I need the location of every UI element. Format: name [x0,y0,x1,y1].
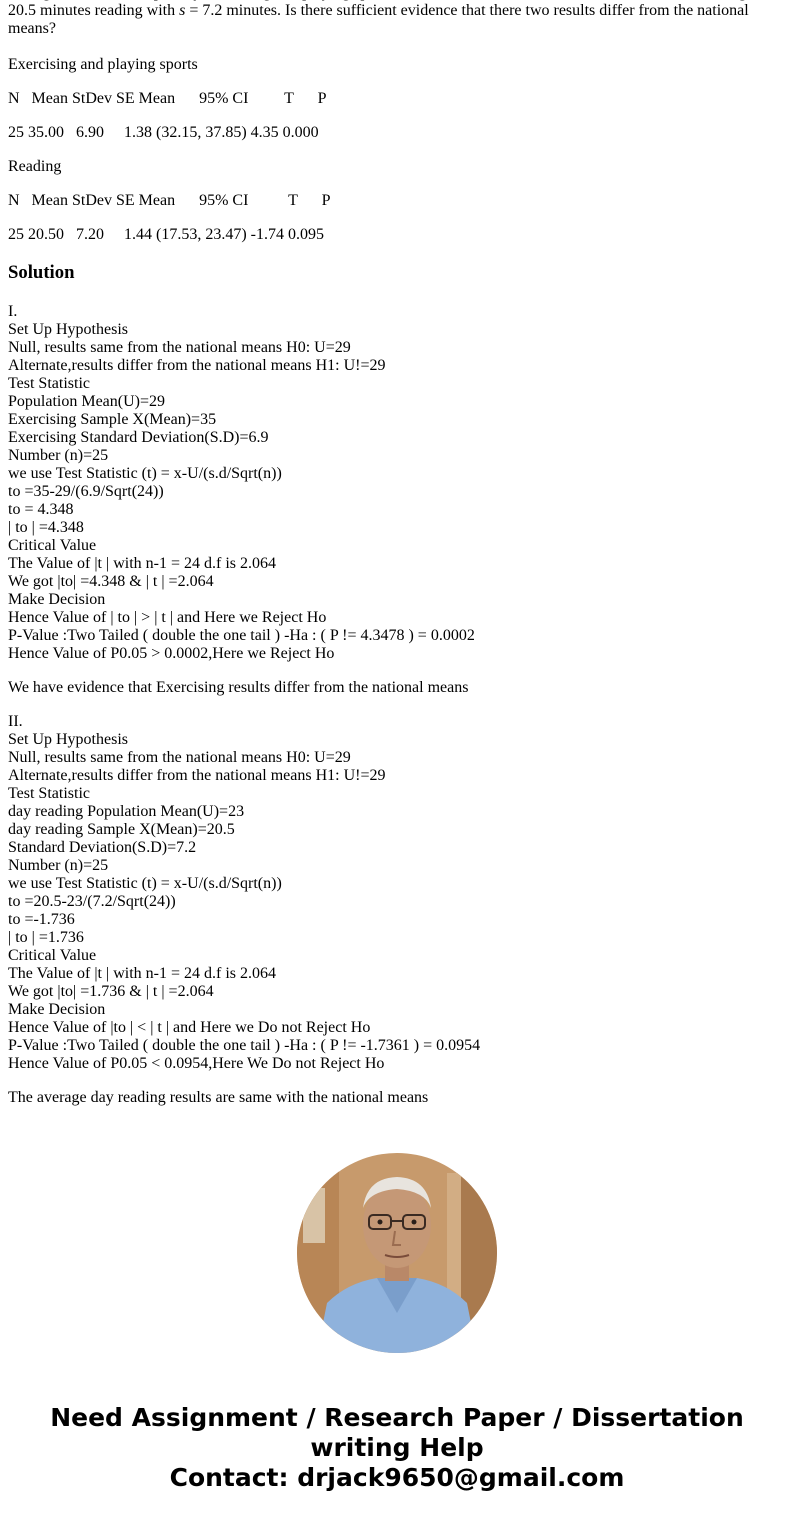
solution-line: We got |to| =1.736 & | t | =2.064 [8,983,214,1000]
solution-line: Standard Deviation(S.D)=7.2 [8,839,197,856]
conclusion-1: We have evidence that Exercising results differ from the national means [8,679,469,696]
solution-line: Critical Value [8,947,97,964]
solution-line: The Value of |t | with n-1 = 24 d.f is 2.064 [8,555,276,572]
solution-line: | to | =4.348 [8,519,84,536]
solution-line: to =35-29/(6.9/Sqrt(24)) [8,483,164,500]
solution-line: Test Statistic [8,785,90,802]
question-intro [8,0,778,38]
solution-line: Make Decision [8,591,106,608]
solution-line: Alternate,results differ from the national means H1: U!=29 [8,767,386,784]
footer-line-1: Need Assignment / Research Paper / Dissertation [50,1403,744,1432]
solution-line: The Value of |t | with n-1 = 24 d.f is 2.064 [8,965,276,982]
solution-line: Make Decision [8,1001,106,1018]
solution-line: day reading Sample X(Mean)=20.5 [8,821,235,838]
solution-line: I. [8,303,18,320]
author-photo [297,1153,497,1353]
solution-line: Exercising Sample X(Mean)=35 [8,411,217,428]
solution-line: Alternate,results differ from the national means H1: U!=29 [8,357,386,374]
solution-line: Test Statistic [8,375,90,392]
solution-line: to =20.5-23/(7.2/Sqrt(24)) [8,893,176,910]
footer-line-2: writing Help [310,1433,484,1462]
solution-line: Hence Value of P0.05 < 0.0954,Here We Do not Reject Ho [8,1055,385,1072]
solution-line: Hence Value of P0.05 > 0.0002,Here we Reject Ho [8,645,335,662]
solution-line: Exercising Standard Deviation(S.D)=6.9 [8,429,269,446]
solution-line: we use Test Statistic (t) = x-U/(s.d/Sqrt(n)) [8,465,282,482]
footer-contact: Contact: drjack9650@gmail.com [169,1463,625,1492]
question-intro-prefix: 20.5 minutes reading with [8,2,176,19]
table2-row: 25 20.50 7.20 1.44 (17.53, 23.47) -1.74 0.095 [8,226,324,243]
conclusion-2: The average day reading results are same with the national means [8,1089,429,1106]
solution-line: Population Mean(U)=29 [8,393,165,410]
solution-line: to = 4.348 [8,501,74,518]
solution-line: We got |to| =4.348 & | t | =2.064 [8,573,214,590]
table2-title: Reading [8,158,62,175]
solution-line: to =-1.736 [8,911,75,928]
solution-body [8,303,480,1107]
spacer [8,663,480,679]
spacer [8,697,480,713]
question-intro-var: s [179,2,186,19]
table2-header: N Mean StDev SE Mean 95% CI T P [8,192,331,209]
solution-line: II. [8,713,23,730]
solution-line: day reading Population Mean(U)=23 [8,803,245,820]
question-intro-suffix: = 7.2 minutes. Is there sufficient evidence that there two results differ from the national means? [8,2,749,37]
solution-line: Hence Value of | to | > | t | and Here we Reject Ho [8,609,327,626]
solution-line: Null, results same from the national means H0: U=29 [8,749,351,766]
solution-line: Null, results same from the national means H0: U=29 [8,339,351,356]
spacer [8,1073,480,1089]
solution-line: we use Test Statistic (t) = x-U/(s.d/Sqrt(n)) [8,875,282,892]
solution-line: Hence Value of |to | < | t | and Here we Do not Reject Ho [8,1019,371,1036]
table1-title: Exercising and playing sports [8,56,198,73]
solution-line: | to | =1.736 [8,929,84,946]
footer-banner [0,1403,794,1493]
solution-line: Critical Value [8,537,97,554]
solution-line: Set Up Hypothesis [8,321,128,338]
table1-row: 25 35.00 6.90 1.38 (32.15, 37.85) 4.35 0.000 [8,124,319,141]
solution-line: Number (n)=25 [8,857,109,874]
table1-header: N Mean StDev SE Mean 95% CI T P [8,90,327,107]
solution-line: P-Value :Two Tailed ( double the one tail ) -Ha : ( P != -1.7361 ) = 0.0954 [8,1037,481,1054]
solution-line: Set Up Hypothesis [8,731,128,748]
solution-heading: Solution [8,262,75,283]
solution-line: Number (n)=25 [8,447,109,464]
solution-line: P-Value :Two Tailed ( double the one tail ) -Ha : ( P != 4.3478 ) = 0.0002 [8,627,475,644]
